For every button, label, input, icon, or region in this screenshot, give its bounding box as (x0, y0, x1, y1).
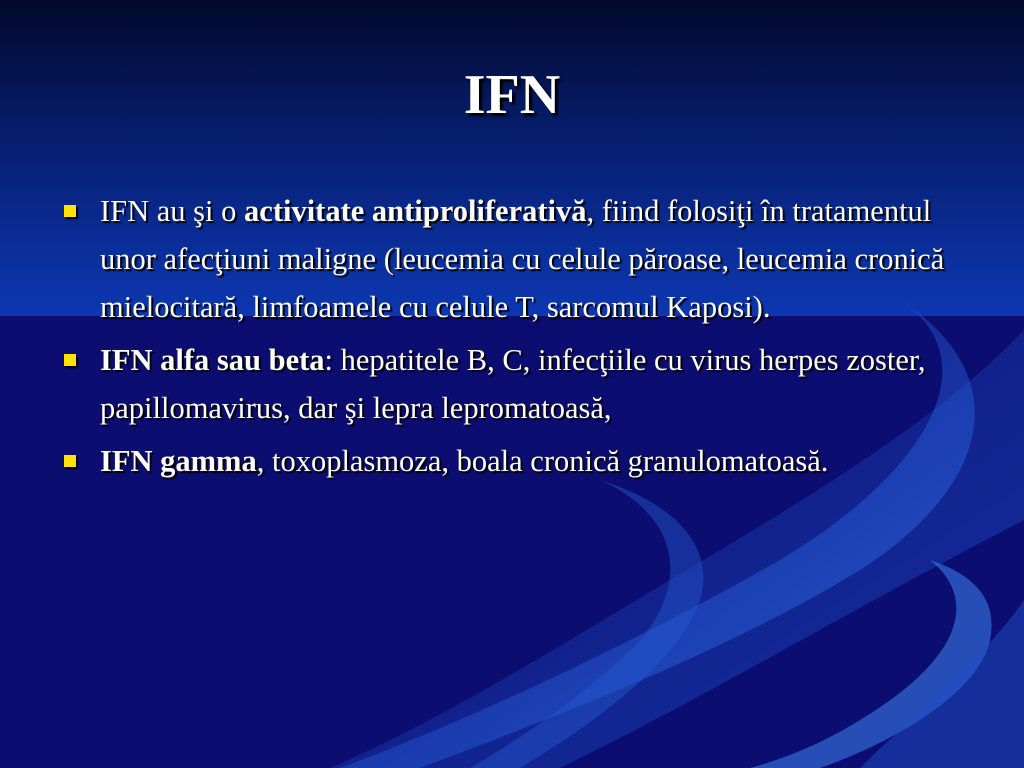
bullet-text-bold: activitate antiproliferativă (244, 194, 587, 228)
bullet-text-pre: IFN au şi o (100, 194, 245, 228)
square-bullet-icon (64, 205, 76, 217)
bullet-text-post: , toxoplasmoza, boala cronică granulomatoasă. (256, 444, 829, 478)
bullet-list (62, 187, 972, 490)
bullet-item (62, 187, 972, 331)
bullet-text-bold: IFN gamma (100, 444, 257, 478)
bullet-item (62, 437, 972, 485)
slide-title: IFN (463, 64, 561, 126)
bullet-item (62, 336, 972, 432)
bullet-text-post: , fiind folosiţi în tratamentul unor afecţiuni maligne (leucemia cu celule păroase, leucemia cronică mielocitară, limfoamele cu celule T, sarcomul Kaposi). (100, 194, 945, 324)
bullet-text-post: : hepatitele B, C, infecţiile cu virus herpes zoster, papillomavirus, dar şi lepra lepromatoasă, (100, 343, 926, 425)
square-bullet-icon (64, 455, 76, 467)
bullet-text-bold: IFN alfa sau beta (100, 343, 325, 377)
square-bullet-icon (64, 354, 76, 366)
